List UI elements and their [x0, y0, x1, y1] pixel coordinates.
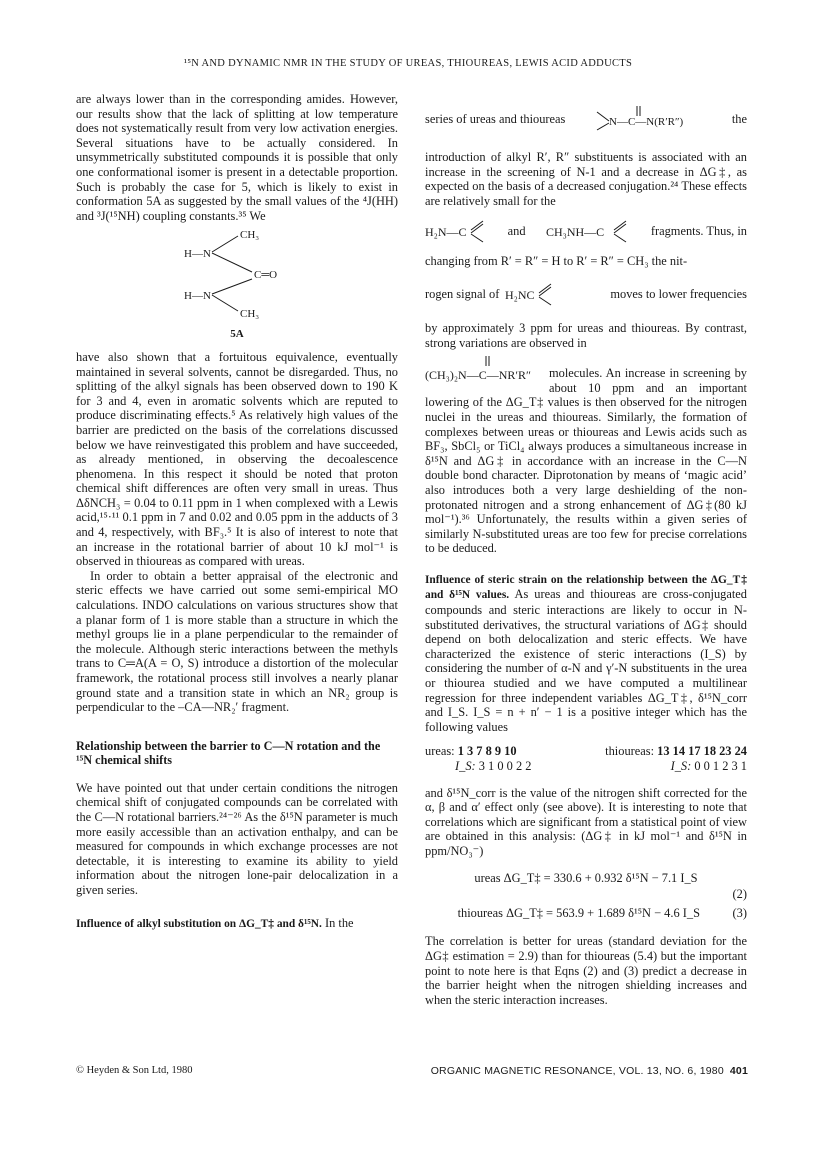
page-number: 401: [729, 1065, 748, 1077]
inline-text: rogen signal of: [425, 286, 500, 301]
structure-label: 5A: [230, 328, 244, 341]
run-in-text: In the: [324, 915, 354, 930]
equation-number: (2): [732, 887, 747, 902]
fragment-formula: [546, 218, 630, 244]
fragment-text: N—C—N(R′R″): [608, 116, 683, 128]
equation-body: ureas ΔG_T‡ = 330.6 + 0.932 δ¹⁵N − 7.1 I_S: [474, 870, 698, 885]
inline-text: and: [507, 224, 526, 239]
fragment-formula: [505, 281, 557, 307]
paragraph: [76, 916, 398, 932]
formula-paragraph: [425, 354, 747, 556]
right-column: [425, 92, 747, 1007]
table-label: thioureas:: [605, 744, 655, 759]
equation: [425, 871, 747, 886]
inline-text: series of ureas and thioureas: [425, 111, 566, 126]
paragraph: are always lower than in the corresponding amides. However, our results show that the lack of splitting at low temperature does not systematically result from very low activation energies. Several situations have to be actually considered. In unsymmetrically substituted compounds it is possible that only one conformational isomer is present in a detectable proportion. Such is probably the case for 5, which is likely to exist in conformation 5A as suggested by the small values of the ⁴J(HH) and ³J(¹⁵NH) coupling constants.³⁵ We: [76, 92, 398, 223]
footer-copyright: © Heyden & Son Ltd, 1980: [76, 1065, 193, 1076]
structure-atom: CH₃: [240, 229, 260, 242]
paragraph: introduction of alkyl R′, R″ substituents is associated with an increase in the screening of N-1 and a decrease in ΔG‡, as expected on the basis of a decreased conjugation.²⁴ These effects are relatively small for the: [425, 150, 747, 208]
journal-citation: ORGANIC MAGNETIC RESONANCE, VOL. 13, NO. 6, 1980: [430, 1065, 724, 1077]
section-heading: Relationship between the barrier to C—N rotation and the ¹⁵N chemical shifts: [76, 738, 381, 767]
paragraph: changing from R′ = R″ = H to R′ = R″ = CH₃ the nit-: [425, 254, 688, 269]
fragment-formula: [595, 104, 703, 134]
inline-formula-row: [425, 104, 747, 134]
paragraph: by approximately 3 ppm for ureas and thioureas. By contrast, strong variations are observed in: [425, 320, 747, 350]
inline-formula-row: [425, 218, 747, 244]
equation: [425, 906, 747, 921]
fragment-formula: [425, 354, 545, 384]
table-cell: 3 1 0 0 2 2: [478, 759, 532, 773]
equation-number: (3): [732, 905, 747, 920]
run-in-heading: Influence of alkyl substitution on ΔG_T‡ and δ¹⁵N.: [76, 917, 322, 930]
paragraph: molecules. An increase in screening by about 10 ppm and an important lowering of the ΔG_T‡ values is then observed for the nitrogen nuclei in the ureas and thioureas. Similarly, the formation of complexes between ureas or thioureas and Lewis acids such as BF₃, SbCl₅ or TiCl₄ always produces a simultaneous increase in δ¹⁵N and ΔG‡ in accordance with an increase in the C—N double bond character. Diprotonation by means of ‘magic acid’ also introduces both a very large deshielding of the non-protonated nitrogen and a strong enhancement of ΔG‡(80 kJ mol⁻¹).³⁶ Unfortunately, the results within a given series of similarly N-substituted ureas are too few for precise correlations to be deduced.: [425, 366, 747, 556]
structure-atom: CH₃: [240, 308, 260, 321]
paragraph: In order to obtain a better appraisal of the electronic and steric effects we have carried out some semi-empirical MO calculations. INDO calculations on various structures show that a planar form of 1 is more stable than a structure in which the methyl groups lie in a plane perpendicular to the remainder of the molecule. Although steric interactions between the methyls trans to C═A(A = O, S) introduce a distortion of the molecular framework, the rotational process still involves a nearly planar ground state and a transition state in which an NR₂ group is perpendicular to the –CA—NR₂′ fragment.: [76, 568, 398, 715]
structure-5a: [162, 227, 312, 323]
fragment-text: (CH₃)₂N—C—NR′R″: [425, 368, 531, 383]
running-header: ¹⁵N AND DYNAMIC NMR IN THE STUDY OF UREAS, THIOUREAS, LEWIS ACID ADDUCTS: [183, 58, 633, 69]
inline-formula-row: [425, 281, 747, 307]
inline-text: moves to lower frequencies: [610, 286, 747, 301]
footer-journal: [431, 1065, 748, 1077]
table-cell: 0 0 1 2 3 1: [694, 759, 747, 773]
table-label: I_S:: [670, 759, 692, 773]
table-label: ureas:: [425, 744, 455, 759]
inline-text: fragments. Thus, in: [650, 224, 747, 239]
paragraph: and δ¹⁵N_corr is the value of the nitrogen shift corrected for the α, β and α′ effect only (see above). It is interesting to note that correlations which are significant from a statistical point of view are obtained in this analysis: (ΔG‡ in kJ mol⁻¹ and δ¹⁵N in ppm/NO₃⁻): [425, 785, 747, 858]
paragraph: have also shown that a fortuitous equivalence, eventually maintained in several solvents, cannot be disregarded. Thus, no splitting of the alkyl signals has been observed down to 190 K for 3 and 4, even in aromatic solvents which are reputed to produce discriminating effects.⁵ As relatively high values of the barrier are predicted on the basis of the correlations discussed below we have reinvestigated this problem and have succeeded, as already mentioned, in observing the decoalescence phenomena. In this respect it should be noted that proton chemical shift differences are often very small in ureas. Thus ΔδNCH₃ = 0.04 to 0.11 ppm in 1 when complexed with a Lewis acid,¹⁵·¹¹ 0.1 ppm in 7 and 0.02 and 0.05 ppm in the adducts of 3 and 4, respectively, with BF₃.⁵ It is also of interest to note that an increase in the rotational barrier of about 10 kJ mol⁻¹ is observed in thioureas as compared with ureas.: [76, 349, 398, 569]
inline-text: the: [731, 111, 747, 126]
run-in-heading: Influence of steric strain on the relationship between the ΔG_T‡ and δ¹⁵N values.: [425, 573, 747, 602]
table-label: I_S:: [455, 759, 476, 773]
fragment-text: H₂NC: [505, 287, 535, 302]
paragraph: The correlation is better for ureas (standard deviation for the ΔG‡ estimation = 2.9) than for thioureas (5.4) but the important point to note here is that Eqns (2) and (3) predict a decrease in the barrier height when the nitrogen shielding increases and when the steric interaction increases.: [425, 934, 747, 1007]
structure-atom: C═O: [254, 269, 278, 282]
paragraph: [425, 572, 747, 735]
left-column: [76, 92, 398, 931]
fragment-text: H₂N—C: [425, 225, 467, 240]
fragment-text: CH₃NH—C: [546, 225, 605, 240]
paragraph: We have pointed out that under certain conditions the nitrogen chemical shift of conjugated compounds can be correlated with the C—N rotational barriers.²⁴⁻²⁶ As the δ¹⁵N parameter is much more easily accessible than an activation enthalpy, and can be measured for compounds in which exchange processes are not detectable, it is interesting to examine its ability to yield information about the nitrogen lone-pair delocalization in a given series.: [76, 780, 398, 897]
structure-atom: H—N: [184, 248, 211, 261]
is-values-table: [425, 744, 747, 773]
table-cell: 13 14 17 18 23 24: [657, 744, 747, 759]
structure-atom: H—N: [184, 290, 211, 303]
fragment-formula: [425, 218, 487, 244]
table-cell: 1 3 7 8 9 10: [457, 744, 517, 759]
equation-body: thioureas ΔG_T‡ = 563.9 + 1.689 δ¹⁵N − 4.6 I_S: [457, 905, 700, 920]
run-in-text: As ureas and thioureas are cross-conjugated compounds and steric interactions are likely to occur in N-substituted derivatives, the structural variations of ΔG‡ should depend on both delocalization and steric effects. We have characterized the existence of steric interactions (I_S) by considering the number of α-N and γ′-N substituents in the urea or thiourea studied and we have computed a multilinear regression for three independent variables ΔG_T‡, δ¹⁵N_corr and I_S. I_S = n + n′ − 1 is a positive integer which has the following values: [425, 587, 747, 734]
